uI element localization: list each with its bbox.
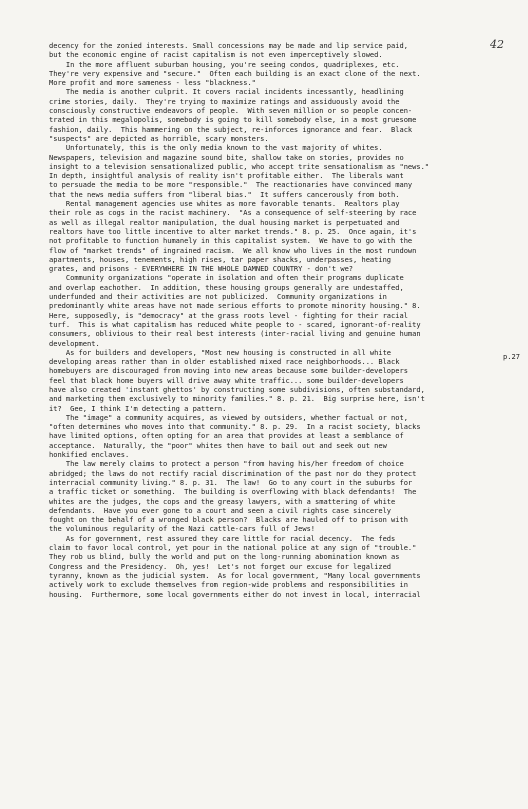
text-line: Unfortunately, this is the only media known to the vast majority of whites.: [49, 143, 383, 153]
text-line: They're very expensive and "secure." Often each building is an exact clone of the next.: [49, 68, 421, 78]
text-line: defendants. Have you ever gone to a court and seen a civil rights case sincerely: [49, 505, 392, 515]
text-line: Congress and the Presidency. Oh, yes! Let's not forget our excuse for legalized: [49, 561, 392, 571]
text-line: actively work to exclude themselves from region-wide problems and responsibilities in: [49, 580, 408, 590]
text-line: abridged; the laws do not rectify racial discrimination of the past nor do they protect: [49, 468, 417, 478]
text-line: claim to favor local control, yet pour in the national police at any sign of "trouble.": [49, 543, 417, 553]
text-line: "often determines who moves into that community." 8. p. 29. In a racist society, blacks: [49, 422, 421, 432]
text-line: trated in this megalopolis, somebody is going to kill somebody else, in a most gruesome: [49, 115, 417, 125]
text-line: whites are the judges, the cops and the greasy lawyers, with a smattering of white: [49, 496, 396, 506]
text-line: As for builders and developers, "Most new housing is constructed in all white: [49, 347, 392, 357]
text-line: The "image" a community acquires, as viewed by outsiders, whether factual or not,: [49, 412, 408, 422]
text-line: turf. This is what capitalism has reduced white people to - scared, ignorant-of-reality: [49, 319, 421, 329]
text-line: flow of "market trends" of ingrained racism. We all know who lives in the most rundown: [49, 245, 417, 255]
text-line: housing. Furthermore, some local governments either do not invest in local, interracial: [49, 589, 421, 599]
text-line: In depth, insightful analysis of reality isn't profitable either. The liberals want: [49, 171, 404, 181]
text-line: fought on the behalf of a wronged black person? Blacks are hauled off to prison with: [49, 515, 408, 525]
text-line: The law merely claims to protect a person "from having his/her freedom of choice: [49, 459, 404, 469]
text-line: and marketing them exclusively to minority families." 8. p. 21. Big surprise here, isn't: [49, 394, 425, 404]
text-line: interracial community living." 8. p. 31. The law! Go to any court in the suburbs for: [49, 477, 413, 487]
text-line: The media is another culprit. It covers racial incidents incessantly, headlining: [49, 87, 404, 97]
text-line: the voluminous regularity of the Nazi cattle-cars full of Jews!: [49, 524, 316, 534]
text-line: have also created 'instant ghettos' by constructing some subdivisions, often substandard,: [49, 384, 425, 394]
text-line: developing areas rather than in older established mixed race neighborhoods... Black: [49, 357, 400, 367]
text-line: As for government, rest assured they care little for racial decency. The feds: [49, 533, 396, 543]
page-number: 42: [490, 38, 504, 51]
text-line: have limited options, often opting for an area that provides at least a semblance of: [49, 431, 404, 441]
text-line: consciously constructive endeavors of people. With seven million or so people concen-: [49, 106, 413, 116]
text-line: not profitable to function humanely in this capitalist system. We have to go with the: [49, 236, 413, 246]
text-line: fashion, daily. This hammering on the subject, re-inforces ignorance and fear. Black: [49, 124, 413, 134]
text-line: it? Gee, I think I'm detecting a pattern.: [49, 403, 227, 413]
text-line: Rental management agencies use whites as more favorable tenants. Realtors play: [49, 199, 400, 209]
text-line: tyranny, known as the judicial system. As for local government, "Many local governments: [49, 570, 421, 580]
text-line: insight to a television sensationalized public, who accept trite sensationalism as "news.": [49, 161, 430, 171]
text-line: but the economic engine of racist capitalism is not even imperceptively slowed.: [49, 50, 383, 60]
text-line: In the more affluent suburban housing, you're seeing condos, quadriplexes, etc.: [49, 59, 400, 69]
text-line: as well as illegal realtor manipulation, the dual housing market is perpetuated and: [49, 217, 400, 227]
text-line: development.: [49, 338, 100, 348]
text-line: crime stories, daily. They're trying to maximize ratings and assiduously avoid the: [49, 96, 400, 106]
text-line: Here, supposedly, is "democracy" at the grass roots level - fighting for their racial: [49, 310, 408, 320]
text-line: a traffic ticket or something. The building is overflowing with black defendants! The: [49, 487, 417, 497]
text-line: Community organizations "operate in isolation and often their programs duplicate: [49, 273, 404, 283]
text-line: acceptance. Naturally, the "poor" whites then have to bail out and seek out new: [49, 440, 387, 450]
text-line: their role as cogs in the racist machinery. "As a consequence of self-steering by race: [49, 208, 417, 218]
text-line: apartments, houses, tenements, high rises, tar paper shacks, underpasses, heating: [49, 254, 392, 264]
text-line: More profit and more sameness - less "blackness.": [49, 78, 256, 88]
text-line: underfunded and their activities are not publicized. Community organizations in: [49, 292, 387, 302]
text-line: Newspapers, television and magazine sound bite, shallow take on stories, provides no: [49, 152, 404, 162]
text-line: grates, and prisons - EVERYWHERE IN THE WHOLE DAMNED COUNTRY - don't we?: [49, 264, 354, 274]
text-line: consumers, oblivious to their real best interests (inter-racial living and genuine human: [49, 329, 421, 339]
text-line: that the news media suffers from "liberal bias." It suffers cancerously from both.: [49, 189, 400, 199]
text-line: decency for the zonied interests. Small concessions may be made and lip service paid,: [49, 41, 408, 50]
text-line: They rob us blind, bully the world and put on the long-running abomination known as: [49, 552, 400, 562]
text-line: and overlap eachother. In addition, these housing groups generally are undestaffed,: [49, 282, 404, 292]
text-line: predominantly white areas have not made serious efforts to promote minority housing." 8.: [49, 301, 421, 311]
text-line: "suspects" are depicted as horrible, scary monsters.: [49, 133, 269, 143]
text-line: honkified enclaves.: [49, 450, 130, 460]
body-text: [49, 41, 511, 599]
margin-note: p.27: [503, 352, 520, 361]
text-line: homebuyers are discouraged from moving into new areas because some builder-developers: [49, 366, 408, 376]
text-line: realtors have too little incentive to alter market trends." 8. p. 25. Once again, it's: [49, 226, 417, 236]
text-line: feel that black home buyers will drive away white traffic... some builder-developers: [49, 375, 404, 385]
text-line: to persuade the media to be more "responsible." The reactionaries have convinced many: [49, 180, 413, 190]
